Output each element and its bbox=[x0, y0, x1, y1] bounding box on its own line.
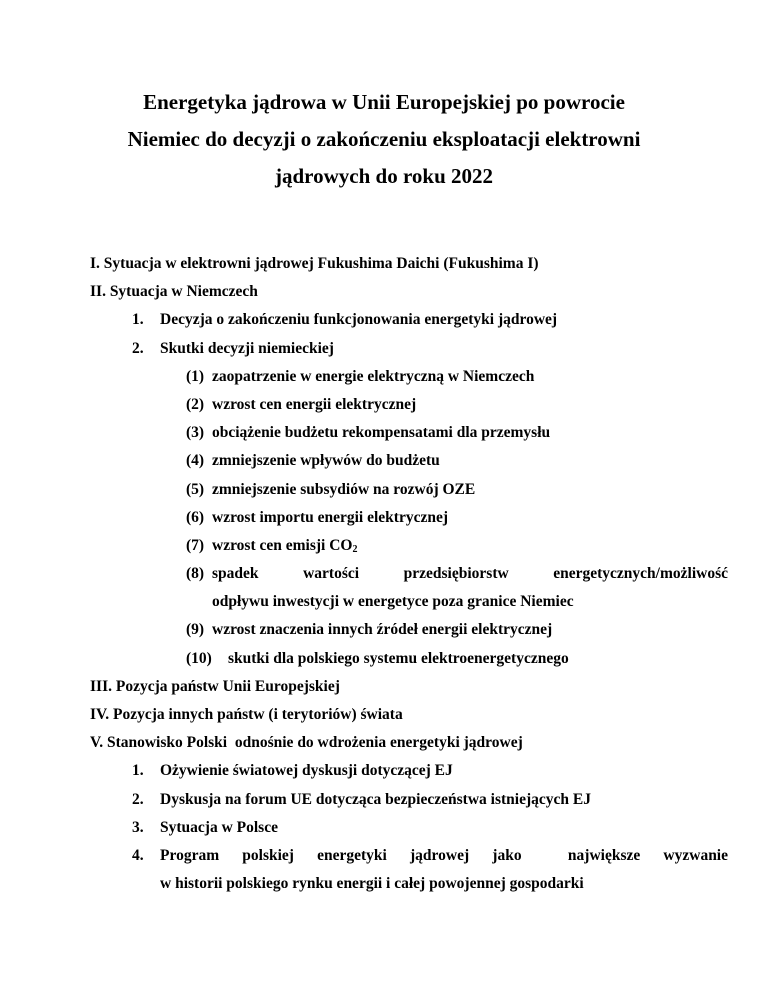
item-number: (2) bbox=[186, 395, 205, 413]
effect-item-9 bbox=[90, 616, 728, 644]
effect-item-8 bbox=[90, 560, 728, 588]
section-2: II. Sytuacja w Niemczech bbox=[90, 283, 258, 301]
item-number: (10) bbox=[186, 649, 212, 667]
item-text: wzrost cen energii elektrycznej bbox=[212, 395, 417, 413]
item-number: (3) bbox=[186, 424, 205, 442]
item-text: Program polskiej energetyki jądrowej jako największe wyzwanie bbox=[160, 846, 728, 864]
section-5-item-1 bbox=[90, 757, 728, 785]
title-line-2: Niemiec do decyzji o zakończeniu eksploatacji elektrowni bbox=[127, 127, 641, 151]
section-2-item-2 bbox=[90, 335, 728, 363]
section-1: I. Sytuacja w elektrowni jądrowej Fukushima Daichi (Fukushima I) bbox=[90, 255, 539, 272]
item-text: spadek wartości przedsiębiorstw energetycznych/możliwość bbox=[212, 565, 728, 583]
section-2-item-1 bbox=[90, 306, 728, 334]
item-number: 1. bbox=[132, 762, 144, 780]
item-number: (4) bbox=[186, 452, 205, 470]
title-line-3: jądrowych do roku 2022 bbox=[274, 164, 493, 188]
section-5-item-2 bbox=[90, 786, 728, 814]
item-text: skutki dla polskiego systemu elektroenergetycznego bbox=[228, 649, 569, 667]
item-text: Ożywienie światowej dyskusji dotyczącej EJ bbox=[160, 762, 453, 780]
item-number: (7) bbox=[186, 536, 205, 554]
item-text: wzrost znaczenia innych źródeł energii elektrycznej bbox=[212, 621, 553, 639]
item-number: (1) bbox=[186, 367, 205, 385]
effect-item-8-continued bbox=[90, 588, 728, 616]
item-text: wzrost importu energii elektrycznej bbox=[212, 508, 449, 526]
item-number: (8) bbox=[186, 565, 205, 583]
title-line-1: Energetyka jądrowa w Unii Europejskiej po powrocie bbox=[143, 90, 625, 114]
item-number: 4. bbox=[132, 846, 144, 864]
section-5-item-4-continued bbox=[90, 870, 728, 898]
item-text: zmniejszenie subsydiów na rozwój OZE bbox=[212, 480, 476, 498]
item-text: zmniejszenie wpływów do budżetu bbox=[212, 452, 440, 470]
item-number: 3. bbox=[132, 818, 144, 836]
section-5-item-4 bbox=[90, 842, 728, 870]
section-4: IV. Pozycja innych państw (i terytoriów) świata bbox=[90, 706, 403, 723]
item-text: zaopatrzenie w energie elektryczną w Niemczech bbox=[212, 367, 535, 385]
item-text: obciążenie budżetu rekompensatami dla przemysłu bbox=[212, 424, 551, 442]
item-text: Skutki decyzji niemieckiej bbox=[160, 339, 334, 357]
effect-item-3 bbox=[90, 419, 728, 447]
effect-item-4 bbox=[90, 447, 728, 475]
item-number: 1. bbox=[132, 311, 144, 329]
item-number: (5) bbox=[186, 480, 205, 498]
item-text: Dyskusja na forum UE dotycząca bezpieczeństwa istniejących EJ bbox=[160, 790, 591, 808]
item-number: 2. bbox=[132, 790, 144, 808]
section-3: III. Pozycja państw Unii Europejskiej bbox=[90, 677, 340, 695]
effect-item-1 bbox=[90, 363, 728, 391]
document-title bbox=[60, 84, 708, 195]
item-text-continued: w historii polskiego rynku energii i całej powojennej gospodarki bbox=[160, 875, 584, 893]
effect-item-7 bbox=[90, 532, 728, 560]
effect-item-5 bbox=[90, 476, 728, 504]
item-number: 2. bbox=[132, 339, 144, 357]
effect-item-10 bbox=[90, 645, 728, 673]
section-5-item-3 bbox=[90, 814, 728, 842]
item-number: (9) bbox=[186, 621, 205, 639]
item-text: Sytuacja w Polsce bbox=[160, 818, 278, 836]
table-of-contents bbox=[90, 250, 728, 898]
effect-item-6 bbox=[90, 504, 728, 532]
item-text: Decyzja o zakończeniu funkcjonowania energetyki jądrowej bbox=[160, 311, 558, 329]
item-number: (6) bbox=[186, 508, 205, 526]
item-text-main: wzrost cen emisji CO bbox=[212, 536, 353, 554]
item-text-continued: odpływu inwestycji w energetyce poza granice Niemiec bbox=[212, 593, 574, 611]
co2-subscript: 2 bbox=[352, 543, 358, 555]
section-5: V. Stanowisko Polski odnośnie do wdrożenia energetyki jądrowej bbox=[90, 734, 523, 752]
effect-item-2 bbox=[90, 391, 728, 419]
